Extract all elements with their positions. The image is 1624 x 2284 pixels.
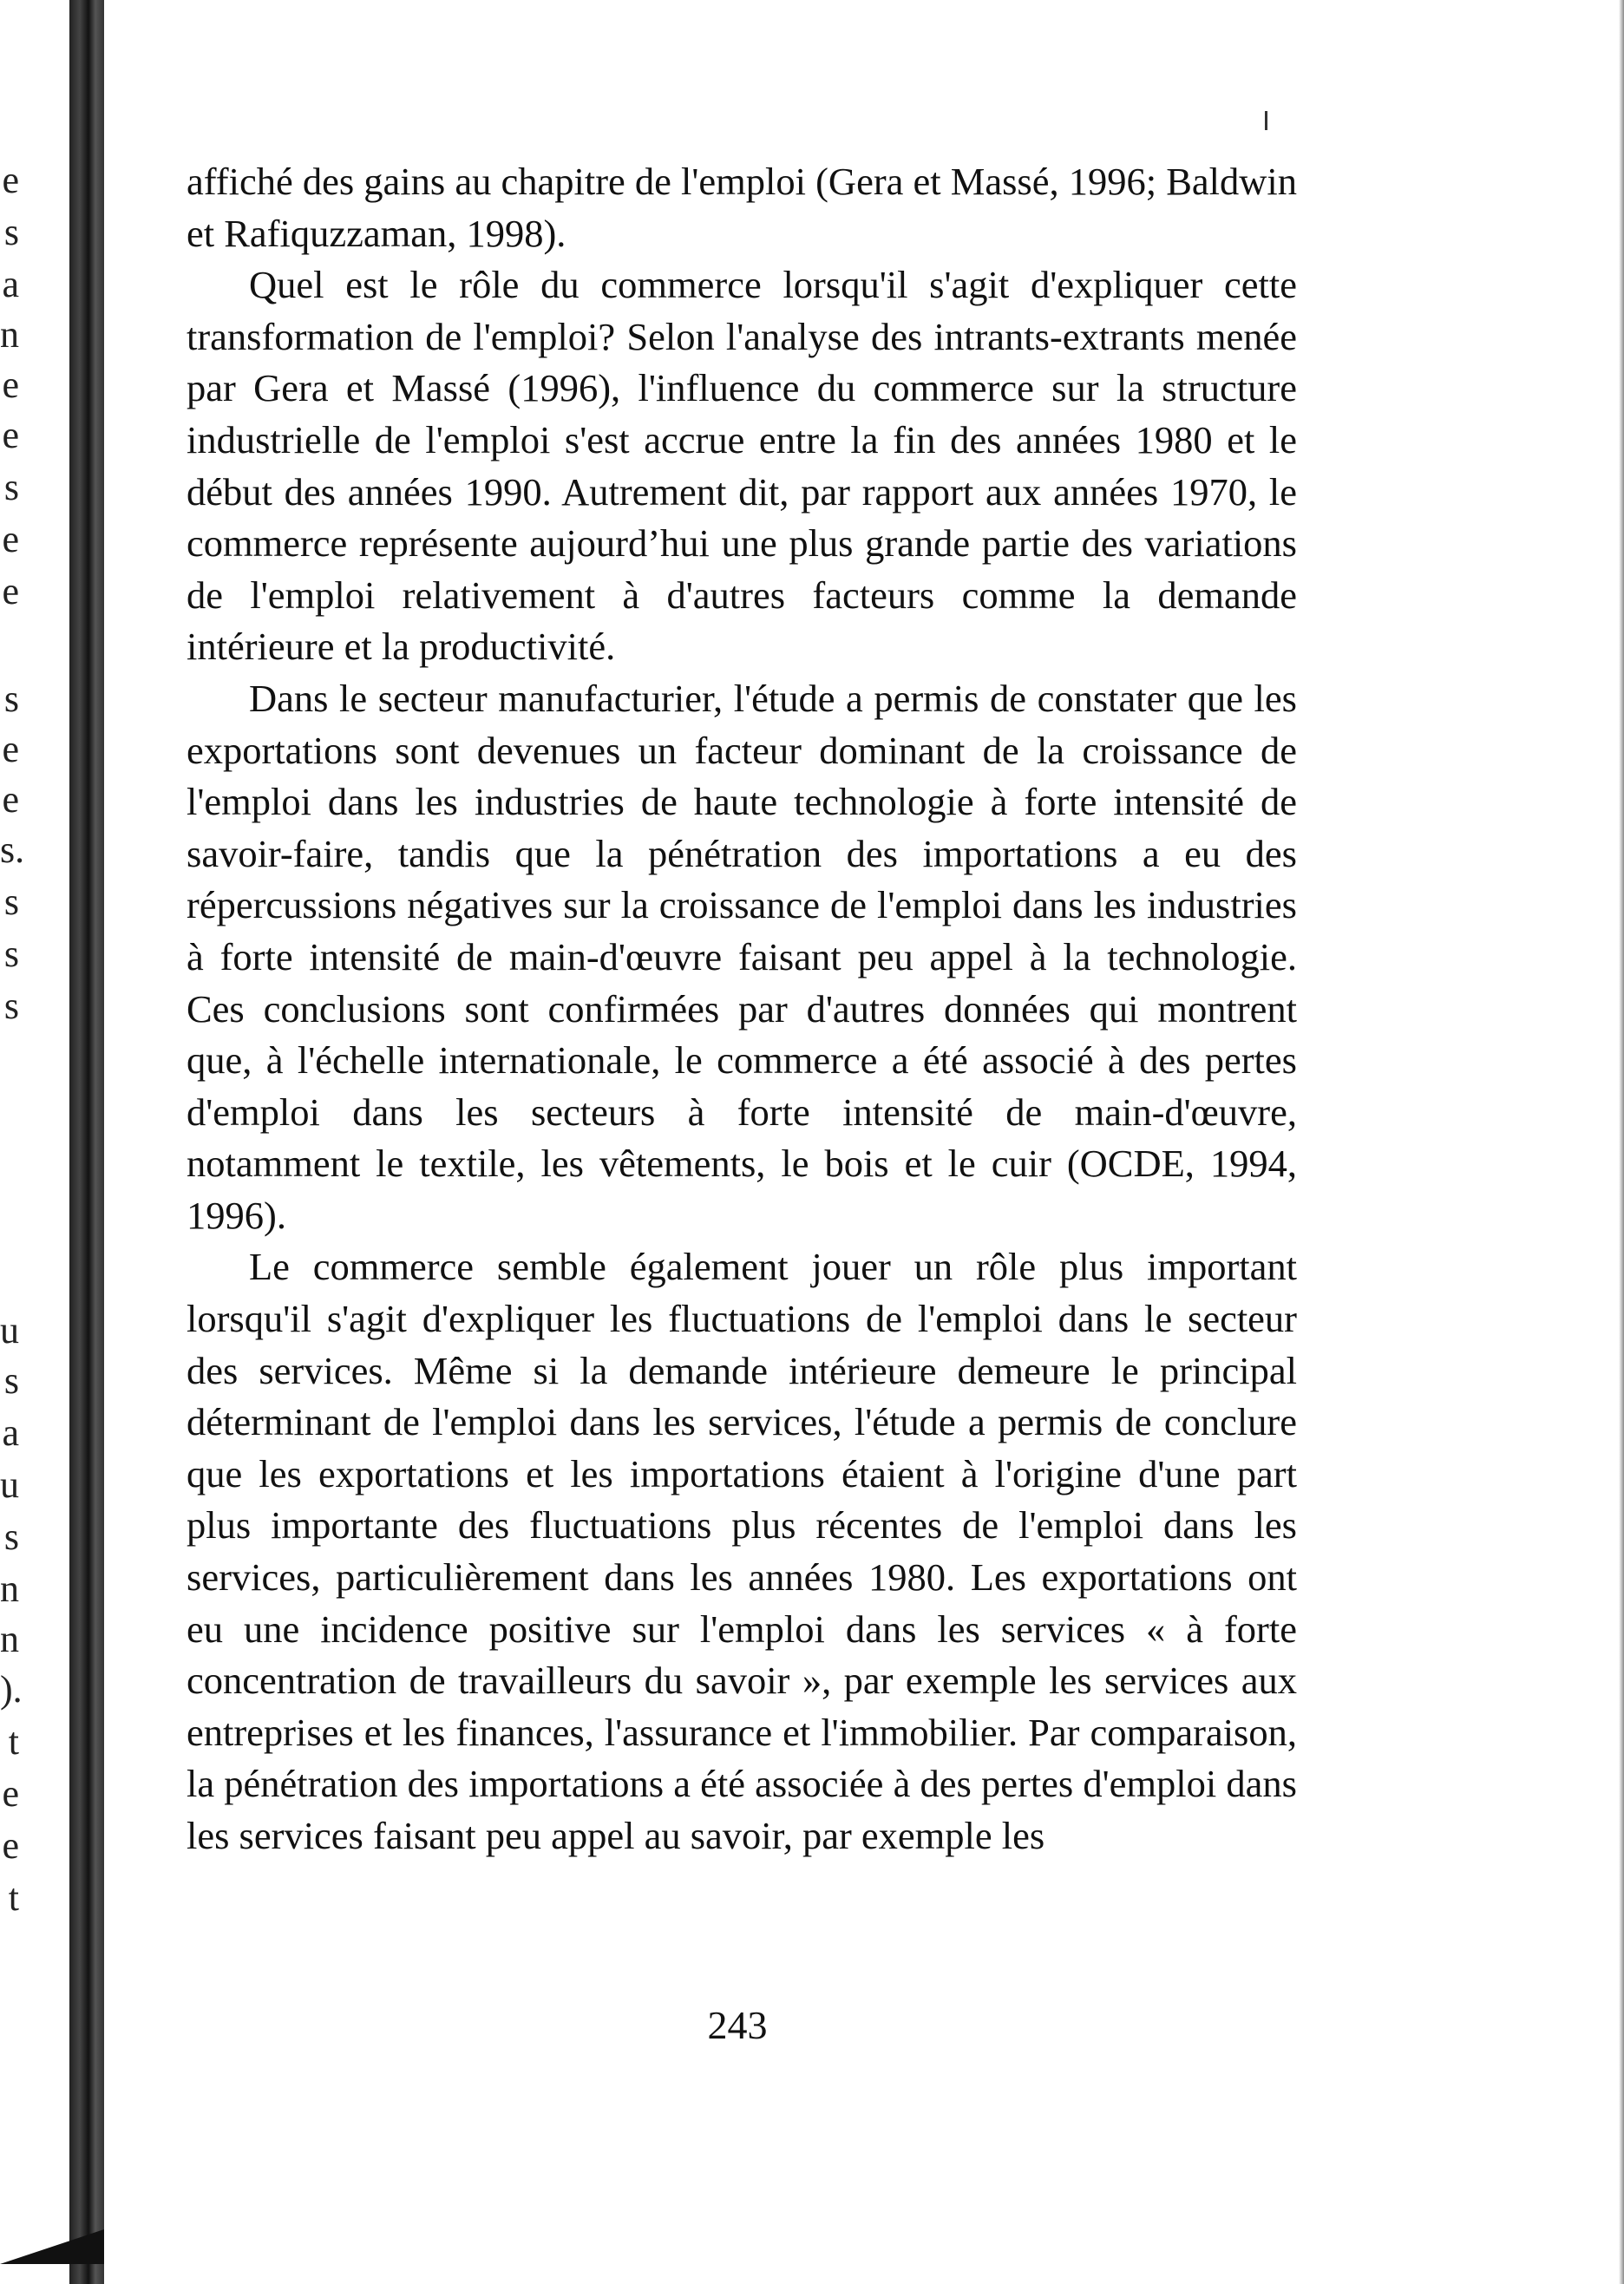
- margin-letter: n: [0, 1567, 19, 1610]
- margin-letter: u: [0, 1463, 19, 1506]
- scan-mark: [1265, 111, 1267, 130]
- facing-page-margin: [0, 0, 26, 2284]
- page-right-edge: [1619, 0, 1624, 2284]
- margin-letter: s: [3, 466, 19, 508]
- margin-letter: a: [2, 1411, 19, 1454]
- margin-letter: s: [3, 211, 19, 253]
- paragraph: Dans le secteur manufacturier, l'étude a permis de constater que les exportations sont devenues un facteur dominant de la croissance de l'emploi dans les industries de haute technologie à forte intensité de savoir-faire, tandis que la pénétration des importations a eu des répercussions négatives sur la croissance de l'emploi dans les industries à forte intensité de main-d'œuvre faisant peu appel à la technologie. Ces conclusions sont confirmées par d'autres données qui montrent que, à l'échelle internationale, le commerce a été associé à des pertes d'emploi dans les secteurs à forte intensité de main-d'œuvre, notamment le textile, les vêtements, le bois et le cuir (OCDE, 1994, 1996).: [187, 676, 1297, 1237]
- paragraph-continuation: affiché des gains au chapitre de l'emploi (Gera et Massé, 1996; Baldwin et Rafiquzzaman, 1998).: [187, 160, 1297, 255]
- margin-letter: ).: [0, 1668, 23, 1711]
- margin-letter: e: [2, 1824, 19, 1867]
- margin-letter: t: [8, 1720, 19, 1763]
- margin-letter: s: [3, 933, 19, 975]
- margin-letter: n: [0, 313, 19, 356]
- paragraph: Quel est le rôle du commerce lorsqu'il s'agit d'expliquer cette transformation de l'emploi? Selon l'analyse des intrants-extrants menée par Gera et Massé (1996), l'influence du commerce sur la structure industrielle de l'emploi s'est accrue entre la fin des années 1980 et le début des années 1990. Autrement dit, par rapport aux années 1970, le commerce représente aujourd’hui une plus grande partie des variations de l'emploi relativement à d'autres facteurs comme la demande intérieure et la productivité.: [187, 263, 1297, 669]
- margin-letter: e: [2, 1772, 19, 1815]
- paragraph: Le commerce semble également jouer un rôle plus important lorsqu'il s'agit d'expliquer les fluctuations de l'emploi dans le secteur des services. Même si la demande intérieure demeure le principal déterminant de l'emploi dans les services, l'étude a permis de conclure que les exportations et les importations étaient à l'origine d'une part plus importante des fluctuations plus récentes de l'emploi dans les services, particulièrement dans les années 1980. Les exportations ont eu une incidence positive sur l'emploi dans les services « à forte concentration de travailleurs du savoir », par exemple les services aux entreprises et les finances, l'assurance et l'immobilier. Par comparaison, la pénétration des importations a été associée à des pertes d'emploi dans les services faisant peu appel au savoir, par exemple les: [187, 1245, 1297, 1857]
- margin-letter: s: [3, 1359, 19, 1402]
- margin-letter: e: [2, 570, 19, 612]
- margin-letter: e: [2, 159, 19, 201]
- margin-letter: e: [2, 778, 19, 821]
- margin-letter: e: [2, 518, 19, 560]
- margin-letter: s.: [0, 828, 25, 871]
- margin-letter: e: [2, 414, 19, 456]
- book-spine-shadow: [69, 0, 104, 2284]
- margin-letter: s: [3, 677, 19, 720]
- margin-letter: s: [3, 880, 19, 923]
- margin-letter: t: [8, 1876, 19, 1919]
- margin-letter: u: [0, 1309, 19, 1351]
- margin-letter: s: [3, 1515, 19, 1558]
- margin-letter: e: [2, 363, 19, 406]
- page-number: 243: [707, 2003, 768, 2047]
- margin-letter: n: [0, 1618, 19, 1660]
- margin-letter: e: [2, 728, 19, 770]
- margin-letter: a: [2, 263, 19, 305]
- body-text: [187, 156, 1297, 1862]
- margin-letter: s: [3, 985, 19, 1027]
